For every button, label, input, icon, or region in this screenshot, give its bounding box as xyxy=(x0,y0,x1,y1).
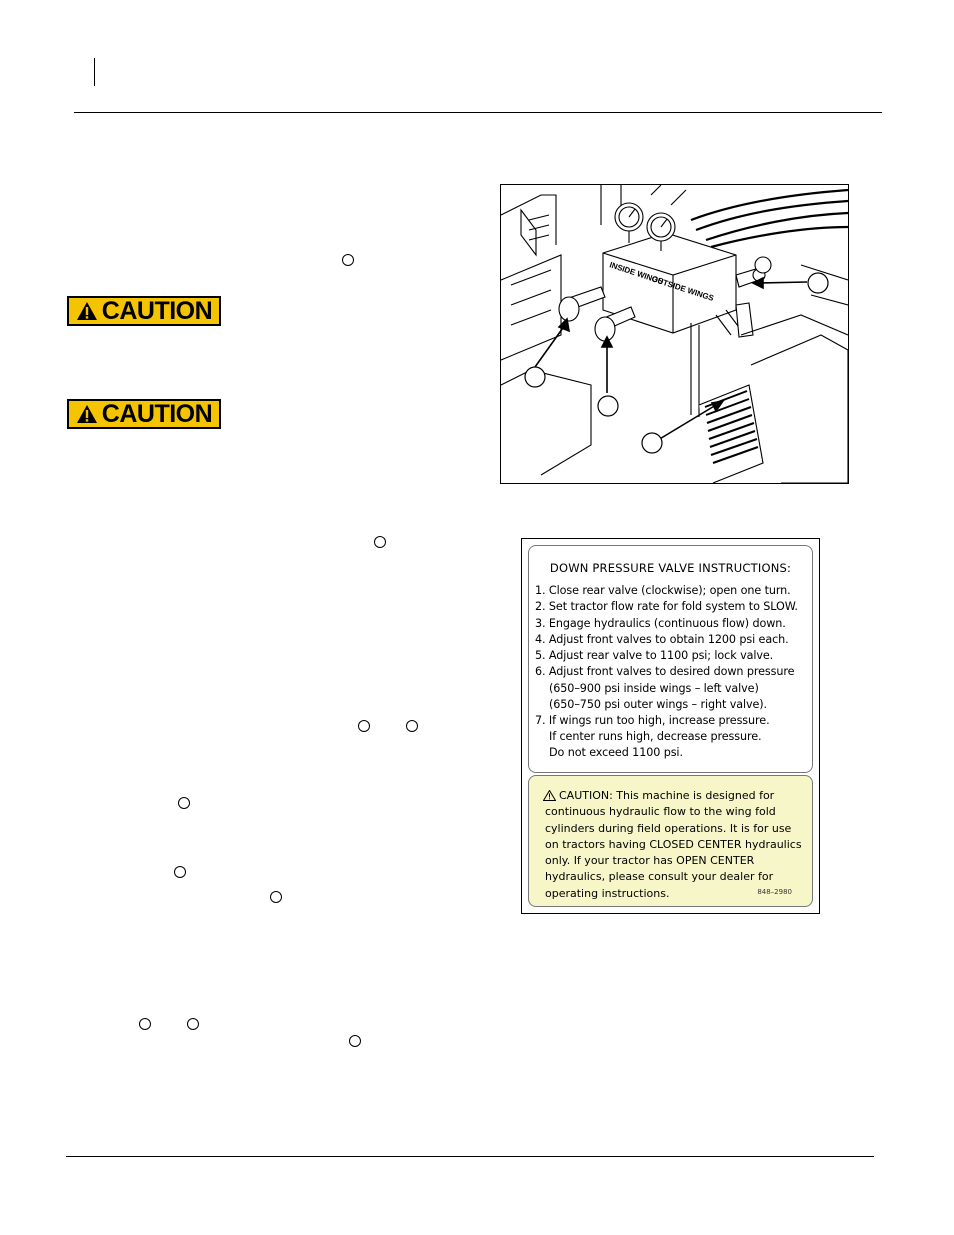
manifold-label-left: INSIDE WINGS xyxy=(608,260,665,287)
text-callout-6 xyxy=(174,866,186,878)
warning-triangle-icon xyxy=(76,404,98,424)
caution-label-1 xyxy=(67,296,221,326)
caution-text: CAUTION xyxy=(101,296,213,325)
hydraulic-manifold-figure xyxy=(500,184,849,484)
decal-instructions-panel xyxy=(528,545,813,773)
decal-step: Do not exceed 1100 psi. xyxy=(549,746,683,759)
manifold-label-right: OUTSIDE WINGS xyxy=(650,274,715,303)
text-callout-9 xyxy=(187,1018,199,1030)
decal-step: If center runs high, decrease pressure. xyxy=(549,730,762,743)
decal-step: 2. Set tractor flow rate for fold system to SLOW. xyxy=(535,600,798,613)
footer-rule xyxy=(66,1156,874,1157)
text-callout-1 xyxy=(342,254,354,266)
text-callout-2 xyxy=(374,536,386,548)
caution-text: CAUTION xyxy=(101,399,213,428)
decal-step: (650–900 psi inside wings – left valve) xyxy=(549,682,759,695)
decal-step: 3. Engage hydraulics (continuous flow) down. xyxy=(535,617,786,630)
decal-step: 6. Adjust front valves to desired down pressure xyxy=(535,665,795,678)
manifold-drawing xyxy=(501,185,848,483)
decal-title: DOWN PRESSURE VALVE INSTRUCTIONS: xyxy=(549,561,792,575)
decal-step: 7. If wings run too high, increase pressure. xyxy=(535,714,770,727)
decal-part-number: 848–2980 xyxy=(757,888,792,896)
decal-step: 4. Adjust front valves to obtain 1200 psi each. xyxy=(535,633,789,646)
decal-step: (650–750 psi outer wings – right valve). xyxy=(549,698,768,711)
text-callout-8 xyxy=(139,1018,151,1030)
decal-step: 1. Close rear valve (clockwise); open one turn. xyxy=(535,584,791,597)
warning-triangle-icon xyxy=(76,301,98,321)
decal-caution-panel xyxy=(528,775,813,907)
down-pressure-decal xyxy=(521,538,820,914)
text-callout-4 xyxy=(406,720,418,732)
text-callout-10 xyxy=(349,1035,361,1047)
text-callout-7 xyxy=(270,891,282,903)
text-callout-5 xyxy=(178,797,190,809)
header-rule xyxy=(74,112,882,113)
decal-caution-text: CAUTION: This machine is designed for continuous hydraulic flow to the wing fold cylinders during field operations. It is for use on tractors having CLOSED CENTER hydraulics only. If your tractor has OPEN CENTER hydraulics, please consult your dealer for operating instructions. xyxy=(545,789,802,900)
decal-step: 5. Adjust rear valve to 1100 psi; lock valve. xyxy=(535,649,774,662)
header-bar xyxy=(94,58,95,86)
caution-label-2 xyxy=(67,399,221,429)
text-callout-3 xyxy=(358,720,370,732)
